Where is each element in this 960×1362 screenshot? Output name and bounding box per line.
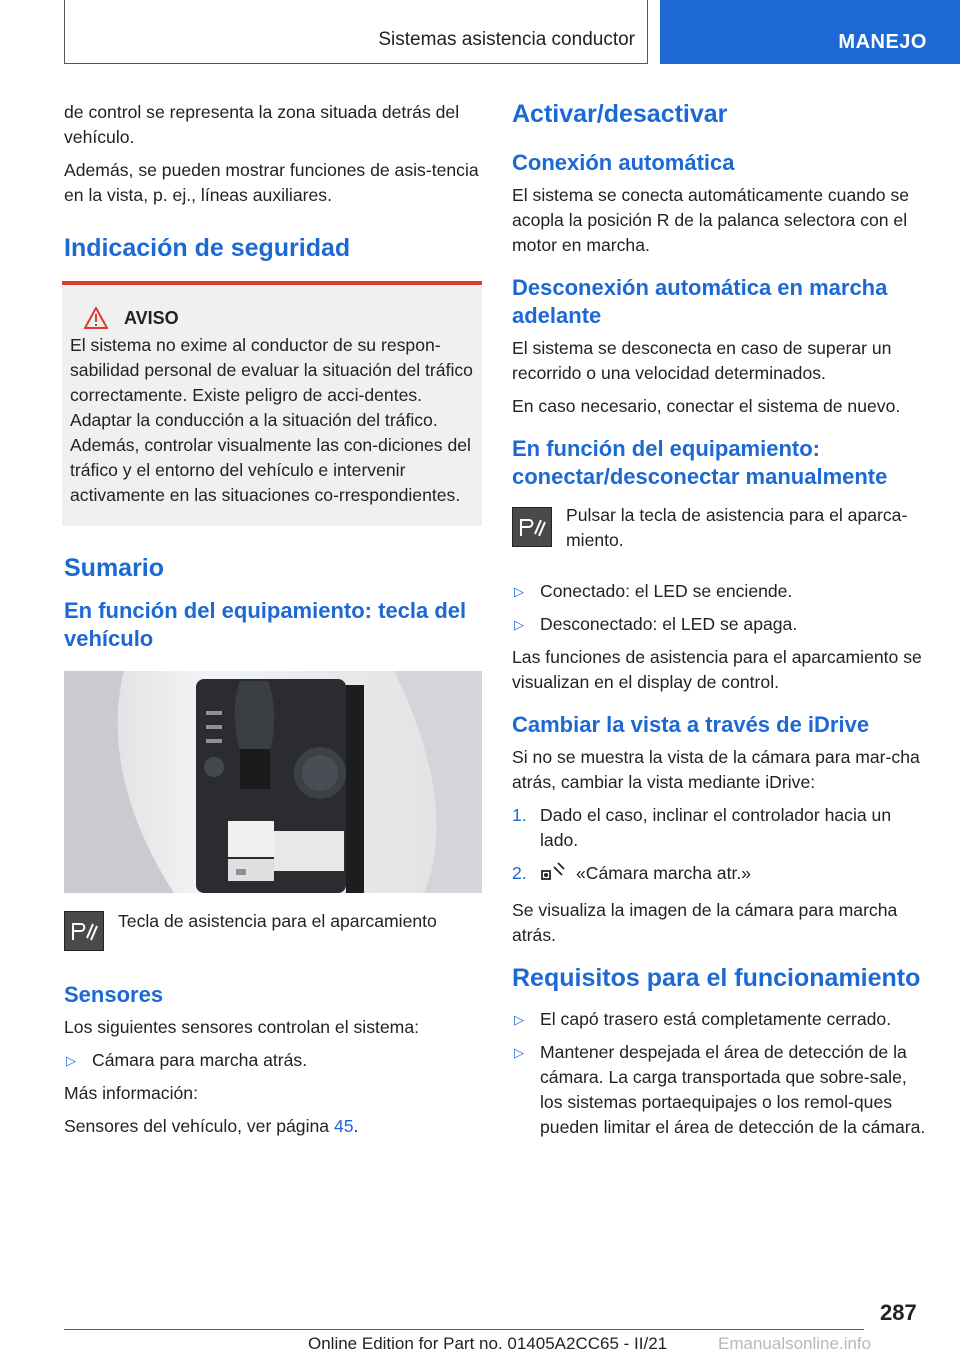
park-assist-caption: Tecla de asistencia para el aparcamiento	[118, 911, 437, 931]
list-item-text: Desconectado: el LED se apaga.	[540, 614, 798, 634]
desconexion-heading: Desconexión automática en marcha adelante	[512, 275, 888, 328]
idrive-steps	[512, 803, 928, 890]
manual-heading: En función del equipamiento: conectar/desconectar manualmente	[512, 436, 888, 489]
footer-watermark: Emanualsonline.info	[718, 1334, 872, 1353]
page-reference	[64, 1114, 482, 1139]
intro-paragraph-2: Además, se pueden mostrar funciones de asis-tencia en la vista, p. ej., líneas auxiliares.	[64, 160, 479, 205]
warning-triangle-icon	[84, 307, 108, 329]
section-title: Sistemas asistencia conductor	[378, 29, 635, 50]
warning-box	[62, 281, 482, 526]
conexion-text: El sistema se conecta automáticamente cuando se acopla la posición R de la palanca selectora con el motor en marcha.	[512, 185, 910, 255]
sensores-heading: Sensores	[64, 982, 164, 1007]
manual-list	[512, 579, 928, 637]
page-45-link[interactable]: 45	[333, 1116, 354, 1136]
manual-after-text: Las funciones de asistencia para el aparcamiento se visualizan en el display de control.	[512, 647, 922, 692]
reference-end: .	[353, 1116, 359, 1136]
sensores-text: Los siguientes sensores controlan el sistema:	[64, 1017, 419, 1037]
park-assist-caption-row	[64, 911, 482, 951]
idrive-heading: Cambiar la vista a través de iDrive	[512, 712, 870, 737]
list-item	[512, 612, 928, 637]
desconexion-text-2: En caso necesario, conectar el sistema de nuevo.	[512, 396, 901, 416]
park-assist-icon	[64, 911, 104, 951]
reference-text: Sensores del vehículo, ver página	[64, 1116, 334, 1136]
intro-paragraph-1: de control se representa la zona situada detrás del vehículo.	[64, 102, 460, 147]
equipment-heading: En función del equipamiento: tecla del vehículo	[64, 598, 467, 651]
camera-view-icon	[540, 861, 566, 890]
footer-divider	[64, 1329, 864, 1330]
park-assist-icon	[512, 507, 552, 547]
step-text: Dado el caso, inclinar el controlador hacia un lado.	[540, 805, 892, 850]
page-number: 287	[880, 1300, 917, 1325]
list-item	[512, 1007, 928, 1032]
idrive-after-text: Se visualiza la imagen de la cámara para marcha atrás.	[512, 900, 898, 945]
sensores-list	[64, 1048, 482, 1073]
list-item-text: El capó trasero está completamente cerrado.	[540, 1009, 892, 1029]
bullet-triangle-icon: ▷	[514, 584, 524, 599]
activar-heading: Activar/desactivar	[512, 100, 728, 128]
desconexion-text-1: El sistema se desconecta en caso de superar un recorrido o una velocidad determinados.	[512, 338, 892, 383]
right-column	[512, 100, 928, 1148]
list-item	[512, 579, 928, 604]
bullet-triangle-icon: ▷	[514, 617, 524, 632]
step-number: 2.	[512, 863, 527, 883]
bullet-triangle-icon: ▷	[66, 1053, 76, 1068]
idrive-text: Si no se muestra la vista de la cámara para mar-cha atrás, cambiar la vista mediante iDrive:	[512, 747, 920, 792]
requisitos-heading: Requisitos para el funcionamiento	[512, 964, 921, 992]
chapter-tab	[660, 0, 960, 64]
list-item-text: Mantener despejada el área de detección de la cámara. La carga transportada que sobre-sale, los sistemas portaequipajes o los remol-ques pueden limitar el área de detección de la cámara.	[540, 1042, 926, 1137]
sumario-heading: Sumario	[64, 554, 165, 582]
chapter-tab-label: MANEJO	[838, 31, 927, 53]
manual-icon-row	[512, 507, 928, 561]
step-number: 1.	[512, 805, 527, 825]
list-item-text: Cámara para marcha atrás.	[92, 1050, 308, 1070]
manual-icon-text: Pulsar la tecla de asistencia para el aparca-miento.	[566, 505, 908, 550]
list-item	[64, 1048, 482, 1073]
header-bar	[64, 0, 648, 64]
step-text: «Cámara marcha atr.»	[576, 863, 752, 883]
bullet-triangle-icon: ▷	[514, 1045, 524, 1060]
bullet-triangle-icon: ▷	[514, 1012, 524, 1027]
center-console-photo	[64, 671, 482, 893]
list-item	[512, 1040, 928, 1140]
warning-title: AVISO	[124, 307, 179, 328]
warning-header	[84, 307, 474, 329]
safety-heading: Indicación de seguridad	[64, 234, 351, 262]
warning-text: El sistema no exime al conductor de su respon-sabilidad personal de evaluar la situación del tráfico correctamente. Existe peligro de acci-dentes. Adaptar la conducción a la situación del tráfico. Además, controlar visualmente las con-diciones del tráfico y el entorno del vehículo e intervenir activamente en las situaciones co-rrespondientes.	[70, 335, 473, 505]
more-info-label: Más información:	[64, 1083, 198, 1103]
requisitos-list	[512, 1007, 928, 1140]
conexion-heading: Conexión automática	[512, 150, 735, 175]
footer-edition: Online Edition for Part no. 01405A2CC65 - II/21	[308, 1334, 668, 1353]
list-item-text: Conectado: el LED se enciende.	[540, 581, 793, 601]
step-item	[512, 803, 928, 853]
step-item	[512, 861, 928, 890]
left-column	[64, 100, 482, 1147]
